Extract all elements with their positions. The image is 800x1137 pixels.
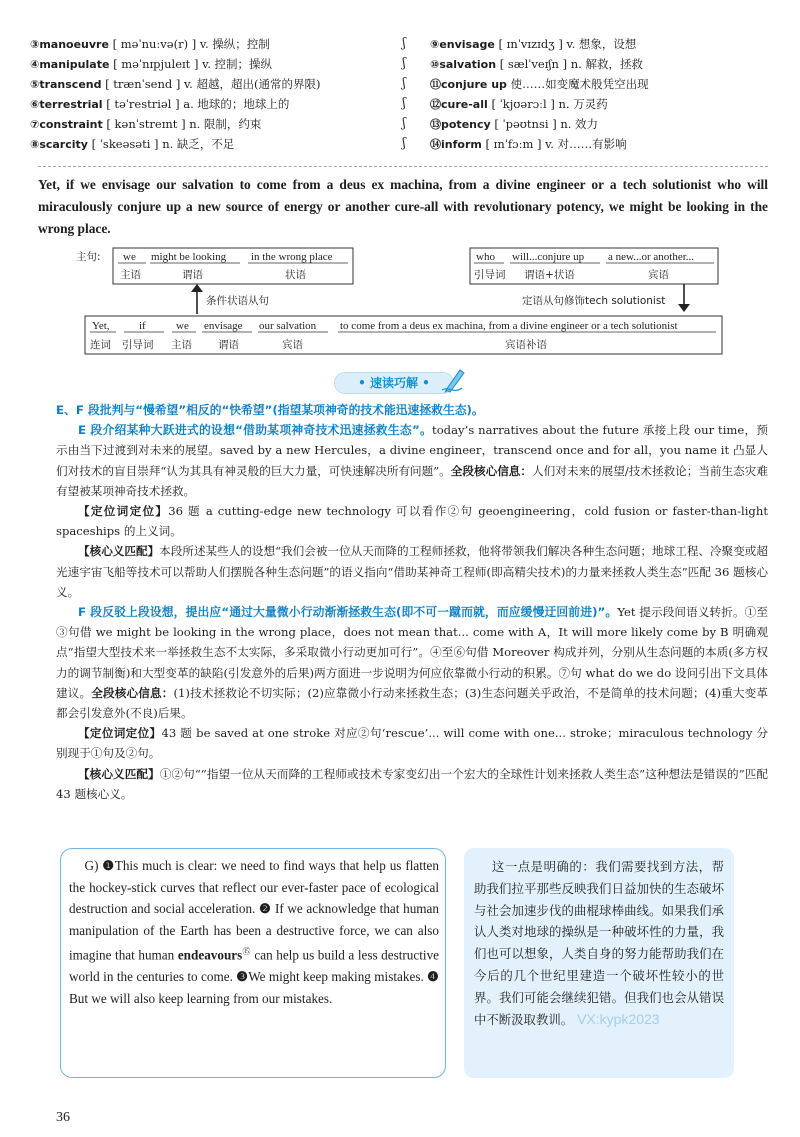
e-match: 【核心义匹配】本段所述某些人的设想“我们会被一位从天而降的工程师拯救，他将带领我们解决各种生态问题；地球工程、冷聚变或超光速宇宙飞船等技术可以帮助人们摆脱各种生态问题”的语义指向“借助某神奇工程师(即高精尖技术)的力量来拯救人类生态”匹配 36 题核心义。 [56,544,768,599]
diagram-role: 谓语 [218,339,239,351]
diagram-role: 谓语+状语 [524,269,575,281]
diagram-word: we [123,251,136,263]
diagram-role: 宾语补语 [505,339,547,351]
vocab-item: ⑬potency [ ˈpəʊtnsi ] n. 效力 [430,117,599,131]
vocab-item: ⑧scarcity [ ˈskeəsəti ] n. 缺乏，不足 [30,137,235,151]
vocab-item: ⑨envisage [ ɪnˈvɪzɪdʒ ] v. 想象，设想 [430,37,637,51]
vocabulary-right-column [430,34,770,154]
page-number: 36 [56,1110,70,1125]
ef-heading: E、F 段批判与“慢希望”相反的“快希望”(指望某项神奇的技术能迅速拯救生态)。 [56,403,484,417]
sentence-structure-diagram [0,240,800,360]
f-locator: 【定位词定位】43 题 be saved at one stroke 对应②句‘rescue’... will come with one... stroke；miraculous technology 分别现于①句及②句。 [56,726,768,761]
diagram-word: might be looking [151,251,227,263]
vocab-item: ⑪conjure up 使……如变魔术般凭空出现 [430,77,649,91]
diagram-role: 主语 [120,269,141,281]
section-badge: • 速读巧解 • [334,372,454,394]
diagram-word: if [139,320,146,332]
vocab-item: ⑦constraint [ kənˈstreɪnt ] n. 限制，约束 [30,117,262,131]
dashed-divider [38,166,768,167]
diagram-role: 主语 [171,339,192,351]
diagram-word: a new...or another... [608,251,695,263]
f-paragraph: F 段反驳上段设想，提出应“通过大量微小行动渐渐拯救生态(即不可一蹴而就，而应缓慢迂回前进)”。Yet 提示段间语义转折。①至③句借 we might be looking in the wrong place，does not mean that... come with A，It will more likely come by B 明确观点“指望大型技术来一举拯救生态不太实际，多采取微小行动更加可行”。④至⑥句借 Moreover 构成并列，分别从生态问题的本质(多方权力的调节制衡)和大型变革的缺陷(引发意外的后果)两方面进一步说明为何应依靠微小行动的积累。⑦句 what do we do 设问引出下文具体建议。全段核心信息：(1)技术拯救论不切实际；(2)应靠微小行动来拯救生态；(3)生态问题关乎政治，不是简单的技术问题；(4)重大变革都会引发意外(不良)后果。 [56,605,768,721]
e-paragraph: E 段介绍某种大跃进式的设想“借助某项神奇技术迅速拯救生态”。today’s narratives about the future 承接上段 our time，预示由当下过渡到对未来的展望。saved by a new Hercules，a divine engineer，transcend once and for all，you name it 凸显人们对技术的盲目崇拜“认为其具有神灵般的巨大力量，可快速解决所有问题”。全段核心信息：人们对未来的展望/技术拯救论；当前生态灾难有望被某项神奇技术拯救。 [56,423,768,498]
arrow-label-relative: 定语从句修饰tech solutionist [522,295,666,307]
f-match: 【核心义匹配】①②句““指望一位从天而降的工程师或技术专家变幻出一个宏大的全球性计划来拯救人类生态”这种想法是错误的”匹配 43 题核心义。 [56,766,768,801]
vocab-item: ⑥terrestrial [ təˈrestriəl ] a. 地球的；地球上的 [30,97,290,111]
vocabulary-left-column [30,34,382,154]
e-locator: 【定位词定位】36 题 a cutting-edge new technology 可以看作②句 geoengineering，cold fusion or faster-than-light spaceships 的上义词。 [56,504,768,539]
paragraph-g-box: G) ❶This much is clear: we need to find ways that help us flatten the hockey-stick curves that reflect our ever-faster pace of ecological destruction and social acceleration. ❷ If we acknowledge that human manipulation of the Earth has been a destructive force, we can also imagine that human endeavours⑮ can help us build a less destructive world in the centuries to come. ❸We might keep making mistakes. ❹ But we will also keep learning from our mistakes. [60,848,446,1078]
vocab-item: ⑤transcend [ trænˈsend ] v. 超越，超出(通常的界限) [30,77,321,91]
diagram-role: 引导词 [122,339,154,351]
vocab-item: ⑩salvation [ sælˈveɪʃn ] n. 解救，拯救 [430,57,643,71]
diagram-role: 连词 [90,339,111,351]
main-clause-label: 主句: [76,251,101,263]
spiral-binding-icon: ʃ ʃ ʃ ʃ ʃ ʃ [402,36,406,151]
vocab-item: ④manipulate [ məˈnɪpjuleɪt ] v. 控制；操纵 [30,57,273,71]
diagram-role: 引导词 [474,269,506,281]
diagram-word: who [476,251,495,263]
analysis-section [56,400,768,804]
watermark: VX:kypk2023 [577,1010,660,1027]
diagram-word: our salvation [259,320,317,332]
vocabulary-block [30,34,770,154]
lead-sentence: Yet, if we envisage our salvation to come from a deus ex machina, from a divine engineer or a tech solutionist who will miraculously conjure up a new source of energy or another cure-all with revolutionary potency, we might be looking in the wrong place. [38,177,768,236]
vocab-item: ⑫cure-all [ ˈkjʊərɔːl ] n. 万灵药 [430,97,608,111]
pencil-icon [440,364,468,394]
diagram-role: 宾语 [282,339,303,351]
diagram-word: will...conjure up [512,251,585,263]
diagram-role: 谓语 [182,269,203,281]
translation-box: 这一点是明确的：我们需要找到方法，帮助我们拉平那些反映我们日益加快的生态破坏与社会加速步伐的曲棍球棒曲线。如果我们承认人类对地球的操纵是一种破坏性的力量，我们也可以想象，人类自身的努力能帮助我们在今后的几个世纪里建造一个破坏性较小的世界。我们可能会继续犯错。但我们也会从错误中不断汲取教训。 VX:kypk2023 [464,848,734,1078]
diagram-role: 宾语 [648,269,669,281]
diagram-word: in the wrong place [251,251,333,263]
diagram-role: 状语 [285,269,306,281]
arrow-label-condition: 条件状语从句 [206,295,269,307]
vocab-item: ③manoeuvre [ məˈnuːvə(r) ] v. 操纵；控制 [30,37,270,51]
diagram-word: to come from a deus ex machina, from a divine engineer or a tech solutionist [340,320,678,332]
vocab-item: ⑭inform [ ɪnˈfɔːm ] v. 对……有影响 [430,137,627,151]
diagram-word: envisage [204,320,243,332]
diagram-word: Yet, [92,320,110,332]
diagram-word: we [176,320,189,332]
